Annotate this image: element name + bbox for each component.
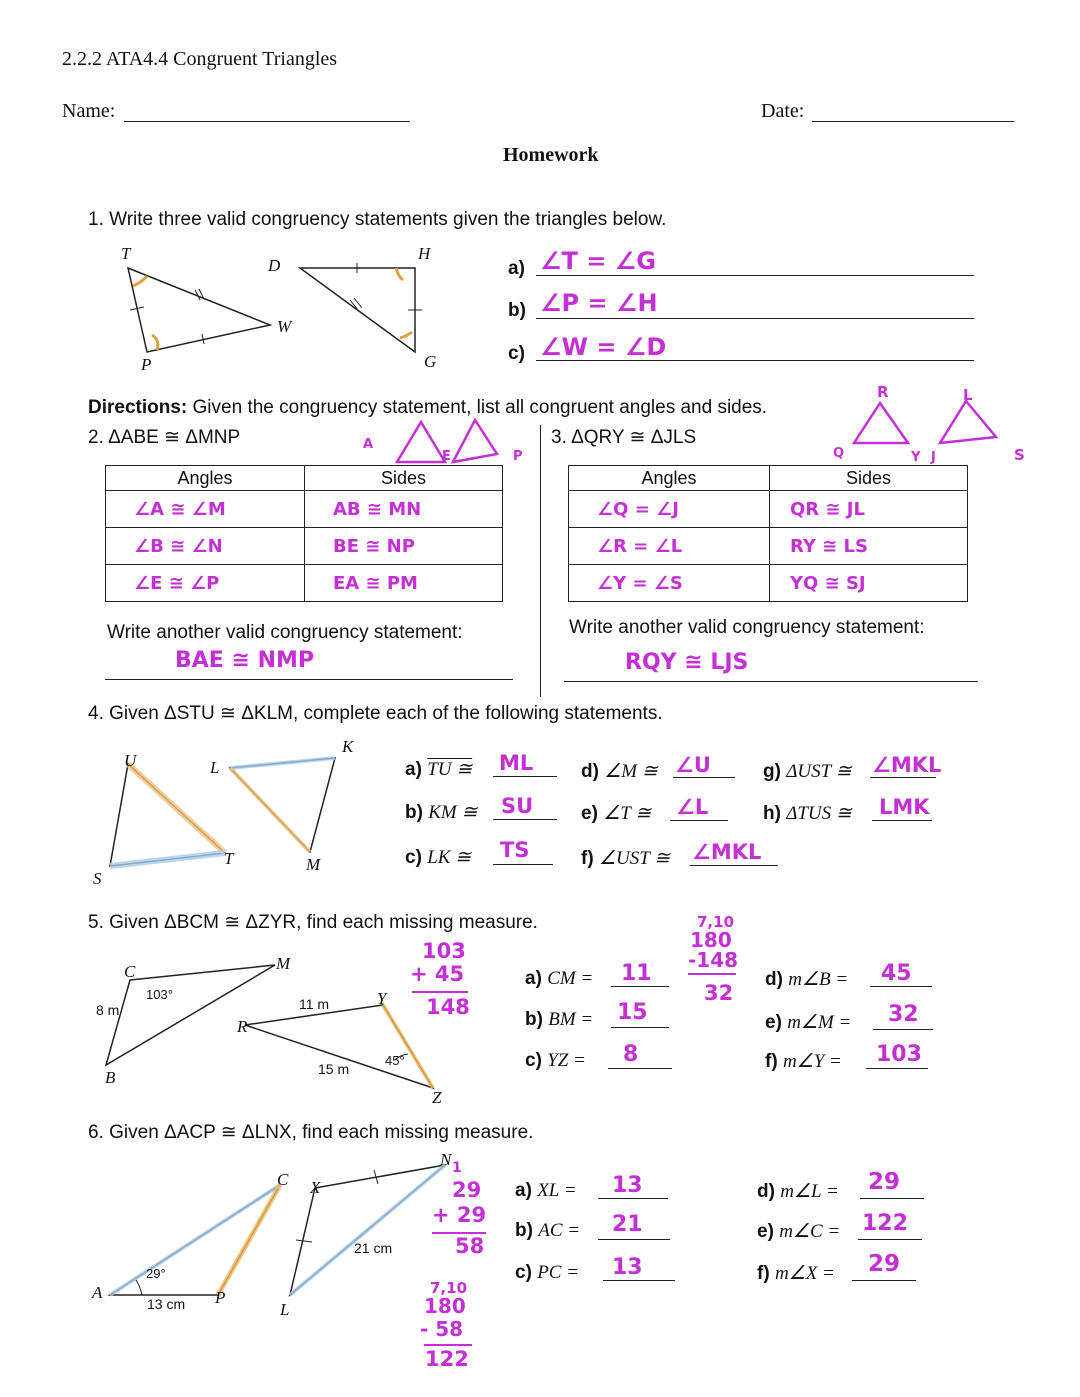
- q6-work-bar2: [424, 1344, 472, 1346]
- q1-c-label: c): [508, 343, 525, 364]
- q4-a-answer: ML: [499, 751, 534, 775]
- q4-item-b: b) KM ≅: [405, 802, 478, 823]
- q4-vertex-l: L: [210, 758, 220, 777]
- q5-work-add2: + 45: [410, 962, 465, 986]
- q4-e-answer: ∠L: [676, 795, 709, 819]
- q6-c-answer: 13: [612, 1255, 643, 1280]
- q5-triangles-figure: [100, 955, 450, 1100]
- q4-item-c: c) LK ≅: [405, 847, 472, 868]
- q2-side-2[interactable]: BE ≅ NP: [305, 528, 503, 565]
- q4-h-line[interactable]: [872, 820, 932, 821]
- q3-angle-1[interactable]: ∠Q = ∠J: [569, 491, 770, 528]
- q4-c-line[interactable]: [493, 864, 553, 865]
- q4-item-h: h) ΔTUS ≅: [763, 803, 852, 824]
- q6-work-a2: + 29: [432, 1203, 487, 1227]
- q6-item-c: c) PC =: [515, 1262, 580, 1283]
- q5-work-bar: [412, 991, 468, 993]
- q6-work-one: 1: [452, 1160, 462, 1176]
- q4-item-d: d) ∠M ≅: [581, 761, 658, 782]
- q3-sketch-label-r: R: [877, 383, 889, 401]
- q4-item-a: a) TU ≅: [405, 759, 473, 780]
- q3-sketch-label-l: L: [963, 386, 973, 404]
- q3-another-prompt: Write another valid congruency statement:: [569, 617, 925, 638]
- q5-item-c: c) YZ =: [525, 1050, 586, 1071]
- q5-b-answer: 15: [617, 1000, 648, 1025]
- q6-d-line[interactable]: [860, 1198, 924, 1199]
- q1-vertex-h: H: [418, 244, 431, 263]
- q5-work-diff: 32: [704, 981, 734, 1005]
- q5-vertex-m: M: [276, 954, 291, 973]
- q1-b-answer: ∠P = ∠H: [540, 289, 658, 317]
- q6-a-answer: 13: [612, 1173, 643, 1198]
- q4-item-e: e) ∠T ≅: [581, 803, 652, 824]
- q5-work-sum: 148: [426, 995, 470, 1019]
- q2-table: [105, 465, 503, 602]
- q3-sides-header: Sides: [770, 466, 968, 491]
- q1-a-line[interactable]: [536, 275, 974, 276]
- q6-item-b: b) AC =: [515, 1220, 581, 1241]
- q6-vertex-a: A: [92, 1283, 103, 1302]
- q6-c-line[interactable]: [603, 1280, 675, 1281]
- q6-item-a: a) XL =: [515, 1180, 577, 1201]
- q5-c-line[interactable]: [608, 1068, 672, 1069]
- q1-vertex-p: P: [141, 355, 152, 374]
- q5-measure-rm: 11 m: [299, 996, 330, 1012]
- q1-b-line[interactable]: [536, 318, 974, 319]
- q5-f-answer: 103: [876, 1042, 922, 1067]
- q4-vertex-s: S: [93, 869, 102, 888]
- q6-work-a1: 29: [452, 1178, 482, 1202]
- q1-prompt: 1. Write three valid congruency statements given the triangles below.: [88, 209, 667, 230]
- q5-work-add1: 103: [422, 939, 466, 963]
- q3-angles-header: Angles: [569, 466, 770, 491]
- q5-b-line[interactable]: [611, 1027, 669, 1028]
- q3-side-1[interactable]: QR ≅ JL: [770, 491, 968, 528]
- q4-vertex-t: T: [224, 849, 234, 868]
- q4-vertex-m: M: [306, 855, 321, 874]
- q5-e-answer: 32: [888, 1002, 919, 1027]
- q2-sketch-label-a: A: [363, 437, 374, 452]
- q6-vertex-p: P: [215, 1288, 226, 1307]
- q5-item-d: d) m∠B =: [765, 969, 849, 990]
- q5-c-answer: 8: [623, 1042, 639, 1067]
- q3-sketch-label-j: J: [931, 450, 936, 465]
- q6-measure-ap: 13 cm: [147, 1296, 186, 1312]
- q6-d-answer: 29: [868, 1169, 901, 1195]
- q2-angles-header: Angles: [106, 466, 305, 491]
- q4-g-answer: ∠MKL: [872, 753, 942, 777]
- name-label: Name:: [62, 100, 116, 122]
- q2-angle-3[interactable]: ∠E ≅ ∠P: [106, 565, 305, 602]
- q3-angle-3[interactable]: ∠Y = ∠S: [569, 565, 770, 602]
- q4-vertex-k: K: [342, 737, 354, 756]
- q6-f-answer: 29: [868, 1251, 901, 1277]
- q3-sketch-label-s: S: [1014, 446, 1025, 464]
- q3-sketch-label-q: Q: [833, 446, 845, 461]
- q4-vertex-u: U: [124, 751, 137, 770]
- q5-vertex-y: Y: [377, 989, 387, 1008]
- date-label: Date:: [761, 100, 805, 122]
- q5-e-line[interactable]: [873, 1029, 933, 1030]
- q1-vertex-w: W: [277, 317, 292, 336]
- directions-text: Given the congruency statement, list all congruent angles and sides.: [192, 397, 768, 418]
- q2-sketch-label-e: E: [442, 449, 451, 464]
- q3-sketch-label-y: Y: [911, 450, 921, 465]
- directions-label: Directions:: [88, 397, 188, 418]
- q1-vertex-g: G: [424, 352, 437, 371]
- column-divider: [540, 425, 541, 697]
- q4-d-answer: ∠U: [675, 753, 711, 777]
- q2-angle-2[interactable]: ∠B ≅ ∠N: [106, 528, 305, 565]
- q5-prompt: 5. Given ΔBCM ≅ ΔZYR, find each missing measure.: [88, 912, 538, 933]
- q4-prompt: 4. Given ΔSTU ≅ ΔKLM, complete each of the following statements.: [88, 703, 663, 724]
- q1-vertex-t: T: [121, 244, 131, 263]
- q6-vertex-n: N: [440, 1150, 452, 1169]
- q4-b-answer: SU: [501, 794, 534, 818]
- q5-vertex-c: C: [124, 962, 136, 981]
- q5-measure-rz: 15 m: [318, 1061, 350, 1077]
- date-field-line[interactable]: [812, 121, 1014, 122]
- q6-measure-angle-a: 29°: [146, 1266, 166, 1281]
- q5-vertex-r: R: [237, 1017, 248, 1036]
- name-field-line[interactable]: [124, 121, 410, 122]
- q2-side-3[interactable]: EA ≅ PM: [305, 565, 503, 602]
- q4-c-answer: TS: [500, 838, 530, 862]
- q6-b-answer: 21: [612, 1212, 643, 1237]
- q6-work-s2: - 58: [420, 1317, 464, 1341]
- q5-vertex-z: Z: [432, 1088, 442, 1107]
- q1-b-label: b): [508, 300, 526, 321]
- q6-vertex-c: C: [277, 1170, 289, 1189]
- q5-a-line[interactable]: [611, 986, 669, 987]
- q2-sketch: [385, 412, 525, 468]
- q5-d-answer: 45: [881, 961, 912, 986]
- q6-a-line[interactable]: [598, 1198, 668, 1199]
- q4-item-f: f) ∠UST ≅: [581, 848, 671, 869]
- q2-sides-header: Sides: [305, 466, 503, 491]
- q6-item-f: f) m∠X =: [757, 1263, 835, 1284]
- q6-prompt: 6. Given ΔACP ≅ ΔLNX, find each missing measure.: [88, 1122, 534, 1143]
- q6-work-top: 7,10: [430, 1279, 468, 1297]
- q4-item-g: g) ΔUST ≅: [763, 761, 852, 782]
- q5-work-s1: 180: [690, 928, 732, 952]
- q1-vertex-d: D: [268, 256, 281, 275]
- q6-vertex-l: L: [280, 1300, 290, 1319]
- q6-vertex-x: X: [310, 1178, 321, 1197]
- q6-work-s1: 180: [424, 1294, 466, 1318]
- q5-item-f: f) m∠Y =: [765, 1051, 842, 1072]
- q3-another-line[interactable]: [564, 681, 978, 682]
- q5-vertex-b: B: [105, 1068, 116, 1087]
- q6-item-e: e) m∠C =: [757, 1221, 841, 1242]
- section-heading: Homework: [503, 144, 599, 166]
- q5-work-top: 7,10: [697, 913, 735, 931]
- q1-a-answer: ∠T = ∠G: [540, 247, 656, 275]
- q5-measure-angle-c: 103°: [146, 987, 173, 1002]
- q4-f-answer: ∠MKL: [692, 840, 762, 864]
- q5-item-e: e) m∠M =: [765, 1012, 852, 1033]
- q5-item-a: a) CM =: [525, 968, 594, 989]
- worksheet-title: 2.2.2 ATA4.4 Congruent Triangles: [62, 48, 338, 70]
- q1-c-answer: ∠W = ∠D: [540, 333, 667, 361]
- q2-another-line[interactable]: [105, 679, 513, 680]
- q4-f-line[interactable]: [690, 865, 778, 866]
- q5-d-line[interactable]: [870, 986, 932, 987]
- q4-b-line[interactable]: [493, 819, 557, 820]
- q2-angle-1[interactable]: ∠A ≅ ∠M: [106, 491, 305, 528]
- q5-measure-cb: 8 m: [96, 1002, 120, 1018]
- q3-table: [568, 465, 968, 602]
- q2-sketch-label-p: P: [513, 449, 523, 464]
- q4-g-line[interactable]: [870, 777, 936, 778]
- q6-e-line[interactable]: [858, 1239, 922, 1240]
- q4-a-line[interactable]: [493, 776, 557, 777]
- q6-work-diff: 122: [425, 1347, 469, 1371]
- q3-side-2[interactable]: RY ≅ LS: [770, 528, 968, 565]
- q1-a-label: a): [508, 258, 525, 279]
- q4-d-line[interactable]: [673, 777, 735, 778]
- q6-e-answer: 122: [862, 1211, 908, 1236]
- q2-side-1[interactable]: AB ≅ MN: [305, 491, 503, 528]
- q5-f-line[interactable]: [866, 1068, 928, 1069]
- q6-work-sum: 58: [455, 1234, 485, 1258]
- q3-angle-2[interactable]: ∠R = ∠L: [569, 528, 770, 565]
- q2-another-answer: BAE ≅ NMP: [175, 648, 315, 673]
- q5-a-answer: 11: [621, 961, 652, 986]
- q6-item-d: d) m∠L =: [757, 1181, 839, 1202]
- q5-work-s2: -148: [688, 948, 739, 972]
- q3-side-3[interactable]: YQ ≅ SJ: [770, 565, 968, 602]
- q6-b-line[interactable]: [598, 1239, 670, 1240]
- q2-prompt: 2. ΔABE ≅ ΔMNP: [88, 427, 241, 448]
- q5-item-b: b) BM =: [525, 1009, 594, 1030]
- q4-h-answer: LMK: [879, 795, 930, 819]
- q3-prompt: 3. ΔQRY ≅ ΔJLS: [551, 427, 697, 448]
- q2-another-prompt: Write another valid congruency statement:: [107, 622, 463, 643]
- q6-f-line[interactable]: [852, 1280, 916, 1281]
- q5-measure-angle-y: 45°: [385, 1053, 405, 1068]
- q4-e-line[interactable]: [670, 820, 728, 821]
- q3-another-answer: RQY ≅ LJS: [625, 650, 749, 675]
- q5-work-bar2: [688, 973, 736, 975]
- q3-sketch: [840, 385, 1020, 455]
- q6-measure-nl: 21 cm: [354, 1240, 393, 1256]
